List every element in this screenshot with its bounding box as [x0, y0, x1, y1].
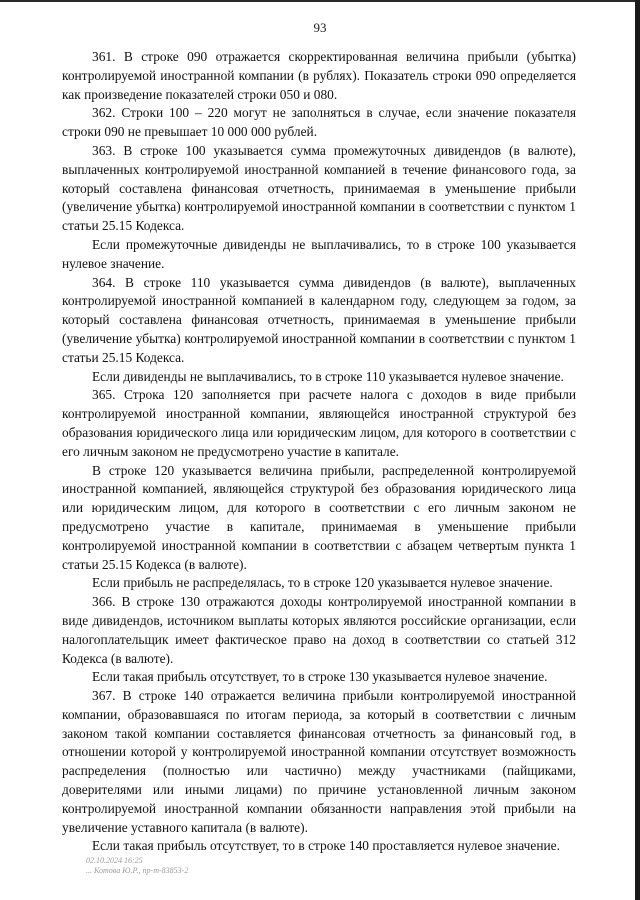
paragraph-365: 365. Строка 120 заполняется при расчете налога с доходов в виде прибыли контролируемой иностранной компании, являющейся иностранной структурой без образования юридического лица или юридическим лицом, для которого в соответствии с его личным законом не предусмотрено участие в капитале. [62, 387, 576, 459]
paragraph-366: 366. В строке 130 отражаются доходы контролируемой иностранной компании в виде дивидендов, источником выплаты которых являются российские организации, если налогоплательщик имеет фактическое право на доход в соответствии со статьей 312 Кодекса (в валюте). [62, 594, 576, 666]
footer-author: ... Котова Ю.Р., пр-т-83853-2 [86, 866, 189, 875]
scan-right-edge [635, 0, 640, 900]
paragraph-367: 367. В строке 140 отражается величина прибыли контролируемой иностранной компании, образовавшаяся по итогам периода, за который в соответствии с личным законом такой компании составляется финансовая отчетность за финансовый год, в отношении которой у контролируемой иностранной компании отсутствует возможность распределения (полностью или частично) между участниками (пайщиками, доверителями или иными лицами) по причине установленной личным законом контролируемой иностранной компании обязанности направления этой прибыли на увеличение уставного капитала (в валюте). [62, 688, 576, 835]
paragraph-367-note: Если такая прибыль отсутствует, то в строке 140 проставляется нулевое значение. [92, 838, 560, 854]
document-body [62, 48, 576, 856]
paragraph-365-note: Если прибыль не распределялась, то в строке 120 указывается нулевое значение. [92, 575, 553, 591]
paragraph-363-note: Если промежуточные дивиденды не выплачивались, то в строке 100 указывается нулевое значение. [62, 236, 576, 271]
paragraph-363: 363. В строке 100 указывается сумма промежуточных дивидендов (в валюте), выплаченных контролируемой иностранной компанией в течение финансового года, за который составлена финансовая отчетность, принимаемая в уменьшение прибыли (увеличение убытка) контролируемой иностранной компании в соответствии с пунктом 1 статьи 25.15 Кодекса. [62, 142, 576, 234]
footer-stamp [86, 856, 188, 876]
page-number: 93 [313, 20, 327, 35]
paragraph-364-note: Если дивиденды не выплачивались, то в строке 110 указывается нулевое значение. [92, 368, 564, 384]
footer-timestamp: 02.10.2024 16:25 [86, 856, 143, 865]
paragraph-361: 361. В строке 090 отражается скорректированная величина прибыли (убытка) контролируемой иностранной компании (в рублях). Показатель строки 090 определяется как произведение показателей строки 050 и 080. [62, 49, 576, 102]
paragraph-365-detail: В строке 120 указывается величина прибыли, распределенной контролируемой иностранной компанией, являющейся структурой без образования юридического лица или юридическим лицом, для которого в соответствии с его личным законом не предусмотрено участие в капитале, принимаемая в уменьшение прибыли контролируемой иностранной компании в соответствии с абзацем четвертым пункта 1 статьи 25.15 Кодекса (в валюте). [62, 462, 576, 572]
paragraph-366-note: Если такая прибыль отсутствует, то в строке 130 указывается нулевое значение. [92, 669, 548, 685]
scan-top-edge [0, 0, 640, 2]
paragraph-362: 362. Строки 100 – 220 могут не заполняться в случае, если значение показателя строки 090 не превышает 10 000 000 рублей. [62, 105, 576, 140]
paragraph-364: 364. В строке 110 указывается сумма дивидендов (в валюте), выплаченных контролируемой иностранной компанией в календарном году, следующем за годом, за который составлена финансовая отчетность, принимаемая в уменьшение прибыли (увеличение убытка) контролируемой иностранной компании в соответствии с пунктом 1 статьи 25.15 Кодекса. [62, 274, 576, 365]
